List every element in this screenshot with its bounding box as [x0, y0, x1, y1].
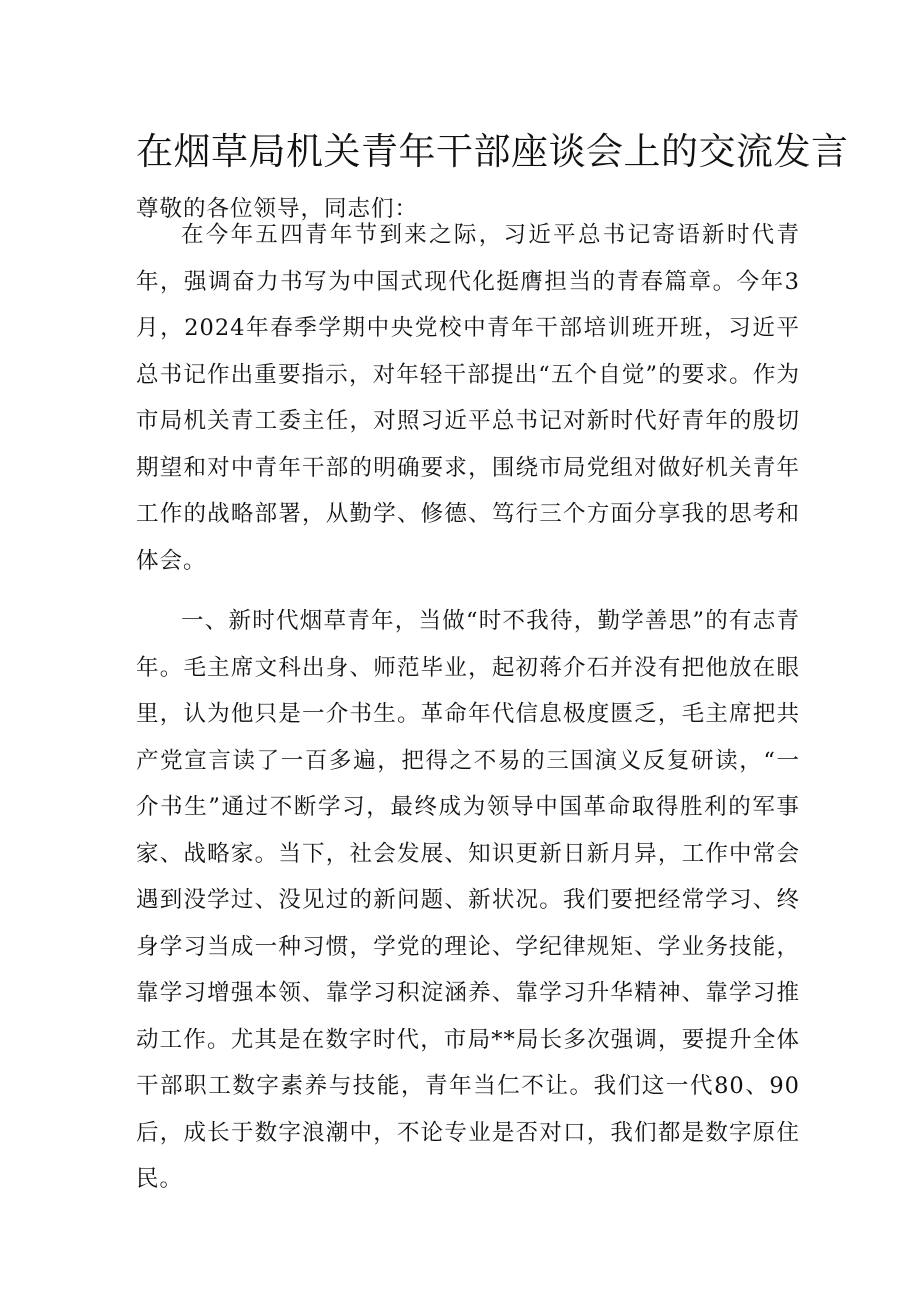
document-title: 在烟草局机关青年干部座谈会上的交流发言 [136, 130, 849, 173]
paragraph-section-one: 一、新时代烟草青年，当做“时不我待，勤学善思”的有志青年。毛主席文科出身、师范毕业，起初蒋介石并没有把他放在眼里，认为他只是一介书生。革命年代信息极度匮乏，毛主席把共产党宣言读了一百多遍，把得之不易的三国演义反复研读，“一介书生”通过不断学习，最终成为领导中国革命取得胜利的军事家、战略家。当下，社会发展、知识更新日新月异，工作中常会遇到没学过、没见过的新问题、新状况。我们要把经常学习、终身学习当成一种习惯，学党的理论、学纪律规矩、学业务技能，靠学习增强本领、靠学习积淀涵养、靠学习升华精神、靠学习推动工作。尤其是在数字时代，市局**局长多次强调，要提升全体干部职工数字素养与技能，青年当仁不让。我们这一代80、90后，成长于数字浪潮中，不论专业是否对口，我们都是数字原住民。 [136, 608, 800, 1192]
paragraph-intro: 在今年五四青年节到来之际，习近平总书记寄语新时代青年，强调奋力书写为中国式现代化挺膺担当的青春篇章。今年3月，2024年春季学期中央党校中青年干部培训班开班，习近平总书记作出重要指示，对年轻干部提出“五个自觉”的要求。作为市局机关青工委主任，对照习近平总书记对新时代好青年的殷切期望和对中青年干部的明确要求，围绕市局党组对做好机关青年工作的战略部署，从勤学、修德、笃行三个方面分享我的思考和体会。 [136, 222, 800, 574]
greeting-line: 尊敬的各位领导，同志们： [136, 196, 419, 222]
